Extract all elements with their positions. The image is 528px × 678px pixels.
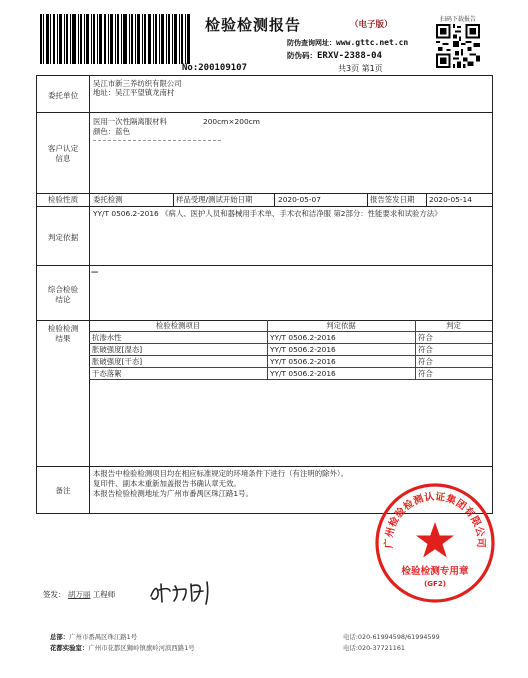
result-basis: YY/T 0506.2-2016 — [270, 357, 336, 366]
hq-phone: 电话:020-61994598/61994599 — [343, 633, 440, 641]
page-info: 共3页 第1页 — [338, 64, 383, 73]
report-title: 检验检测报告 — [205, 16, 302, 34]
sample-size: 200cm×200cm — [203, 117, 260, 126]
query-url-line — [287, 38, 408, 48]
hq-address-line — [50, 632, 137, 641]
received-date: 2020-05-07 — [278, 195, 321, 204]
seal-bottom-text: 检验检测专用章 — [401, 566, 469, 577]
qr-caption: 扫码下载报告 — [440, 16, 477, 23]
qr-code-icon[interactable] — [436, 24, 480, 68]
seal-star-icon — [416, 522, 454, 558]
conclusion-text: — — [91, 267, 99, 276]
remark-line: 本报告中检验检测项目均在相应标准规定的环境条件下进行（有注明的除外）。 — [93, 469, 348, 478]
sample-description: 医用一次性隔离服材料 — [93, 117, 167, 126]
result-verdict: 符合 — [418, 345, 433, 354]
result-item: 胀破强度[湿态] — [92, 345, 143, 354]
results-header-item: 检验检测项目 — [155, 321, 201, 330]
client-label: 委托单位 — [47, 91, 79, 100]
result-basis: YY/T 0506.2-2016 — [270, 333, 336, 342]
result-verdict: 符合 — [418, 357, 433, 366]
seal-top-text: 广州检验检测认证集团有限公司 — [383, 491, 487, 549]
lab-address-line — [50, 643, 195, 652]
barcode — [40, 14, 190, 64]
confirmation-label: 客户认定 信息 — [47, 144, 79, 163]
official-seal — [372, 480, 498, 606]
results-label: 检验检测 结果 — [47, 324, 79, 343]
anti-counterfeit-code: ERXV-2388-04 — [317, 51, 383, 61]
hq-address: 广州市番禺区珠江路1号 — [69, 633, 138, 641]
query-url[interactable]: www.gttc.net.cn — [336, 38, 409, 47]
remark-line: 本报告检验检测地址为广州市番禺区珠江路1号。 — [93, 489, 253, 498]
lab-phone: 电话:020-37721161 — [343, 644, 405, 652]
result-basis: YY/T 0506.2-2016 — [270, 369, 336, 378]
conclusion-label: 综合检验 结论 — [47, 285, 79, 304]
signer-role: 工程师 — [92, 590, 116, 599]
result-item: 胀破强度[干态] — [92, 357, 143, 366]
result-basis: YY/T 0506.2-2016 — [270, 345, 336, 354]
results-header-verdict: 判定 — [446, 321, 461, 330]
client-name: 吴江市新三养纺织有限公司 — [93, 79, 182, 88]
issue-date-label: 报告签发日期 — [370, 195, 415, 204]
seal-code: (GF2) — [424, 580, 446, 588]
hq-label: 总部： — [50, 633, 70, 641]
result-item: 抗渗水性 — [92, 333, 122, 342]
edition-label: （电子版） — [350, 20, 393, 30]
sample-color: 颜色：蓝色 — [93, 127, 130, 136]
report-number: No:200109107 — [182, 63, 248, 73]
query-url-label: 防伪查询网址： — [287, 39, 336, 47]
basis-label: 判定依据 — [47, 233, 79, 242]
signature-label: 签发： — [43, 590, 66, 599]
anti-counterfeit-line — [287, 50, 382, 61]
result-verdict: 符合 — [418, 333, 433, 342]
issue-date: 2020-05-14 — [429, 195, 472, 204]
result-item: 干态落絮 — [92, 369, 122, 378]
nature-label: 检验性质 — [47, 195, 79, 204]
result-verdict: 符合 — [418, 369, 433, 378]
nature-value: 委托检测 — [93, 195, 123, 204]
remarks-label: 备注 — [55, 486, 71, 495]
anti-counterfeit-label: 防伪码： — [287, 51, 317, 60]
remark-line: 复印件、副本未重新加盖报告书确认章无效。 — [93, 479, 241, 488]
signature-row — [43, 589, 115, 600]
lab-label: 花都实验室： — [50, 644, 89, 652]
signer-name: 胡万丽 — [67, 590, 91, 599]
results-header-basis: 判定依据 — [326, 321, 356, 330]
report-form — [36, 75, 493, 514]
basis-text: YY/T 0506.2-2016 《病人、医护人员和器械用手术单、手术衣和洁净服 第2部分：性能要求和试验方法》 — [93, 209, 442, 218]
client-address: 地址：吴江平望镇龙南村 — [93, 88, 175, 97]
handwritten-signature — [145, 574, 215, 606]
received-date-label: 样品受理/测试开始日期 — [176, 195, 253, 204]
lab-address: 广州市花都区狮岭镇旗岭河滨西路1号 — [88, 644, 195, 652]
